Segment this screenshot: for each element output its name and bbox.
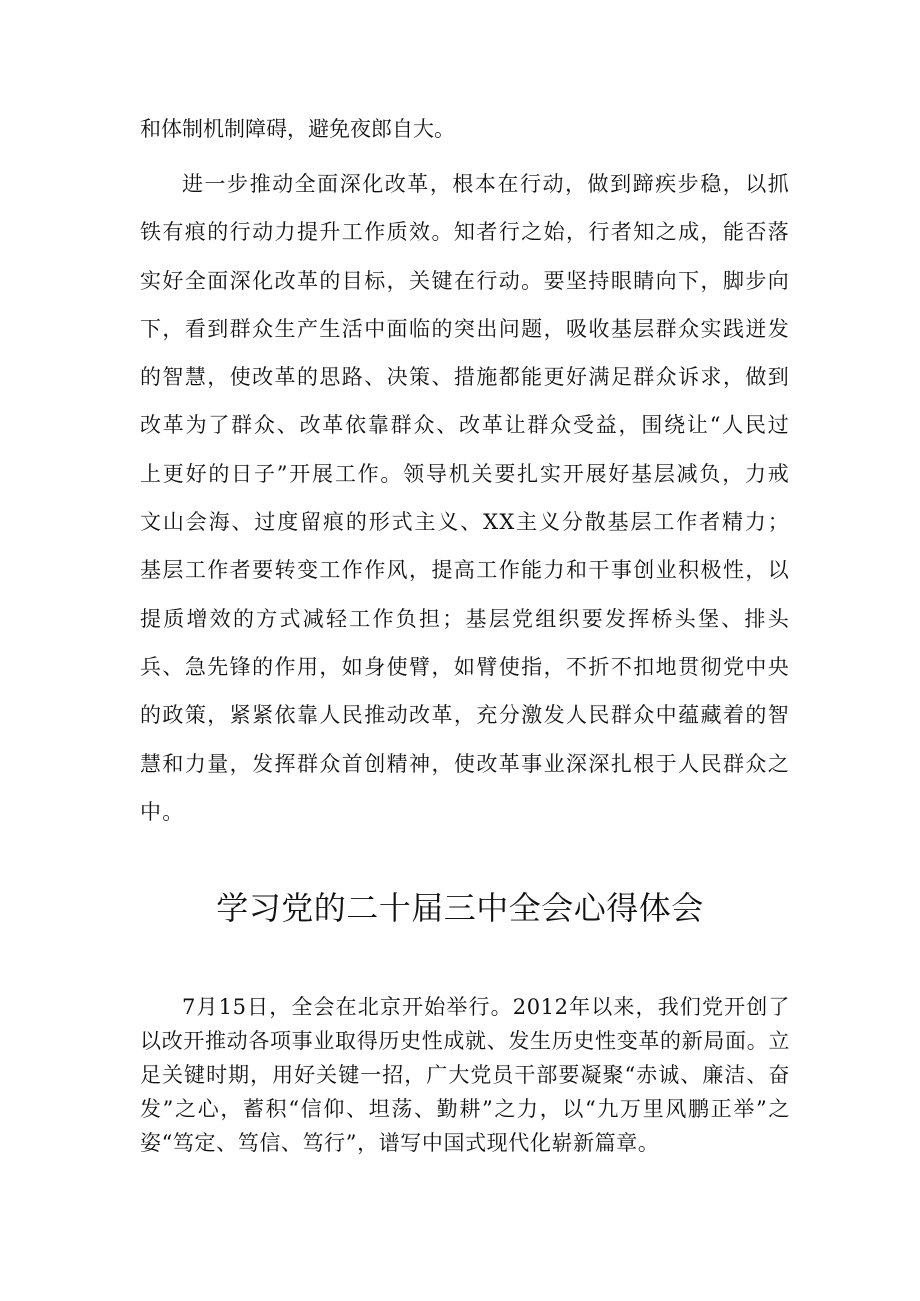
section-title: 学习党的二十届三中全会心得体会 [216, 889, 704, 927]
paragraph-reform-action: 进一步推动全面深化改革，根本在行动，做到蹄疾步稳，以抓铁有痕的行动力提升工作质效。知者行之始，行者知之成，能否落实好全面深化改革的目标，关键在行动。要坚持眼睛向下，脚步向下，看到群众生产生活中面临的突出问题，吸收基层群众实践迸发的智慧，使改革的思路、决策、措施都能更好满足群众诉求，做到改革为了群众、改革依靠群众、改革让群众受益，围绕让“人民过上更好的日子”开展工作。领导机关要扎实开展好基层减负，力戒文山会海、过度留痕的形式主义、XX主义分散基层工作者精力；基层工作者要转变工作作风，提高工作能力和干事创业积极性，以提质增效的方式减轻工作负担；基层党组织要发挥桥头堡、排头兵、急先锋的作用，如身使臂，如臂使指，不折不扣地贯彻党中央的政策，紧紧依靠人民推动改革，充分激发人民群众中蕴藏着的智慧和力量，发挥群众首创精神，使改革事业深深扎根于人民群众之中。 [140, 172, 790, 824]
paragraph-plenum-opening: 7月15日，全会在北京开始举行。2012年以来，我们党开创了以改开推动各项事业取得历史性成就、发生历史性变革的新局面。立足关键时期，用好关键一招，广大党员干部要凝聚“赤诚、廉洁、奋发”之心，蓄积“信仰、坦荡、勤耕”之力，以“九万里风鹏正举”之姿“笃定、笃信、笃行”，谱写中国式现代化崭新篇章。 [140, 995, 790, 1155]
paragraph-continuation: 和体制机制障碍，避免夜郎自大。 [140, 117, 455, 141]
